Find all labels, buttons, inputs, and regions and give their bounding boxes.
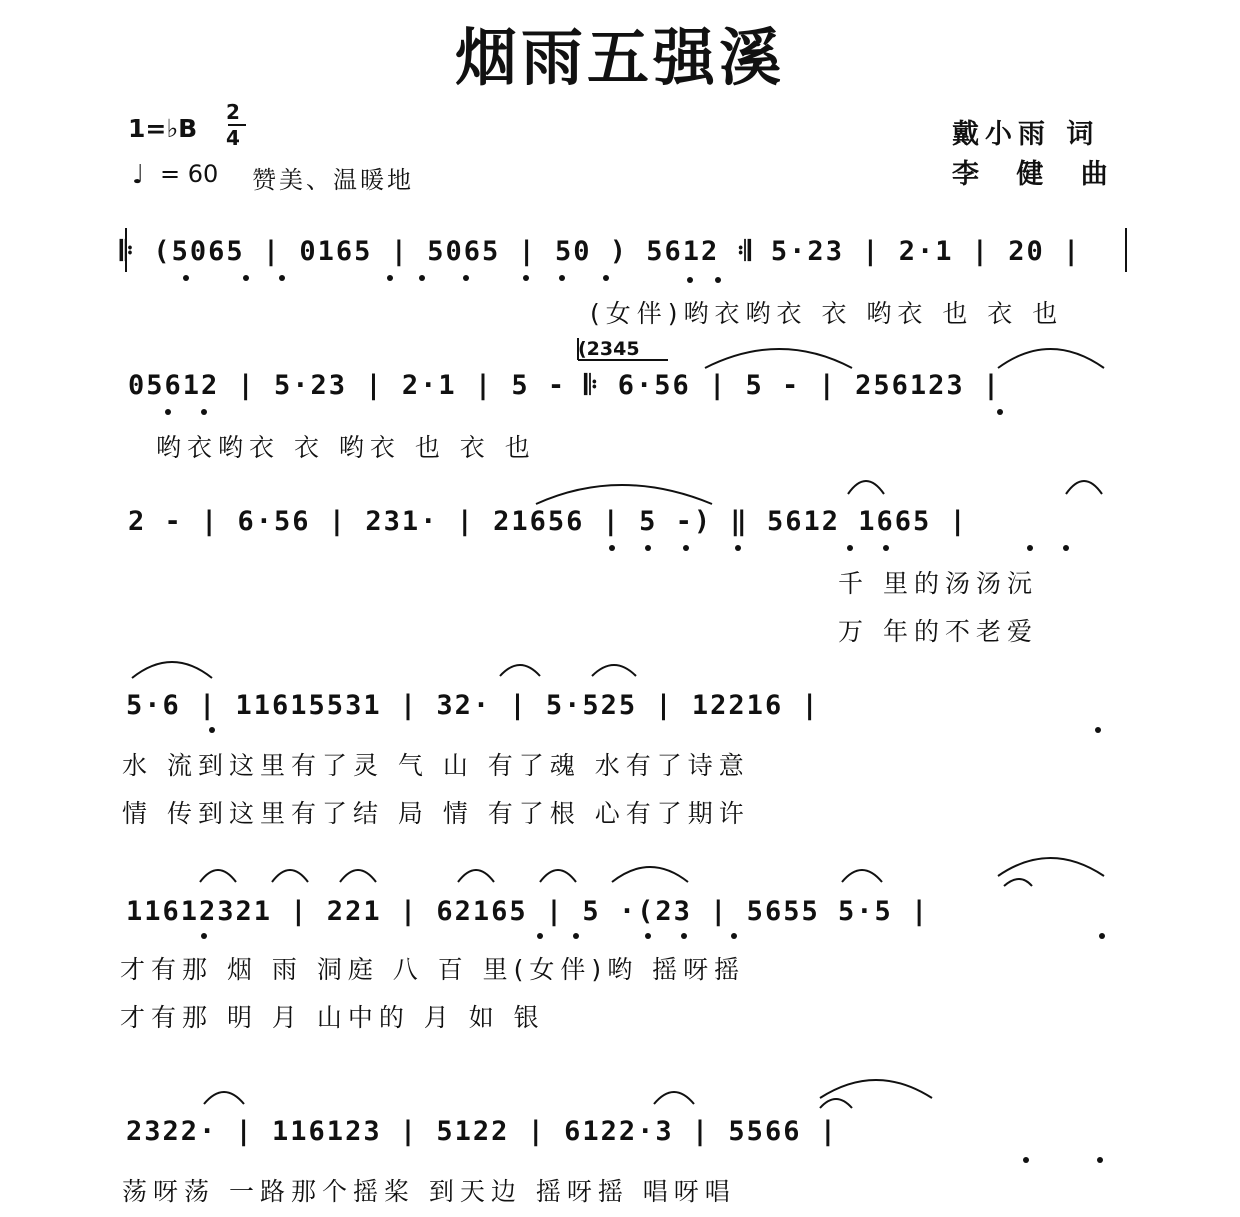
quarter-note-icon: ♩	[132, 160, 145, 190]
score-line-2: 05612 | 5·23 | 2·1 | 5 - 𝄆 6·56 | 5 - | 256123 |	[128, 370, 1002, 401]
score-line-4: 5·6 | 11615531 | 32· | 5·525 | 12216 |	[126, 690, 820, 721]
score-line-5: 11612321 | 221 | 62165 | 5 ·(23 | 5655 5·5 |	[126, 896, 930, 927]
expression-marking: 赞美、温暖地	[252, 166, 414, 194]
time-signature-top: 2	[226, 100, 240, 124]
time-signature-bottom: 4	[226, 126, 240, 150]
lyric-line-4b: 情 传到这里有了结 局 情 有了根 心有了期许	[122, 799, 750, 828]
lyric-line-4a: 水 流到这里有了灵 气 山 有了魂 水有了诗意	[122, 751, 750, 780]
lyric-line-6: 荡呀荡 一路那个摇桨 到天边 摇呀摇 唱呀唱	[122, 1177, 736, 1206]
tempo-marking: = 60	[160, 160, 219, 188]
key-signature: 1=♭B	[128, 114, 198, 143]
lyric-line-2: 哟衣哟衣 衣 哟衣 也 衣 也	[156, 433, 536, 462]
lyric-line-3b: 万 年的不老爱	[838, 617, 1038, 646]
volta-bracket-label: (2345	[578, 338, 640, 360]
lyric-line-5a: 才有那 烟 雨 洞庭 八 百 里(女伴)哟 摇呀摇	[120, 955, 746, 984]
score-line-6: 2322· | 116123 | 5122 | 6122·3 | 5566 |	[126, 1116, 838, 1147]
lyric-line-5b: 才有那 明 月 山中的 月 如 银	[120, 1003, 545, 1032]
score-line-3: 2 - | 6·56 | 231· | 21656 | 5 -) ‖ 5612 1665 |	[128, 506, 968, 537]
score-line-1: 𝄆 (5065 | 0165 | 5065 | 50 ) 5612 𝄇 5·23 | 2·1 | 20 |	[120, 236, 1082, 267]
lyric-line-1: (女伴)哟衣哟衣 衣 哟衣 也 衣 也	[590, 299, 1064, 328]
song-title: 烟雨五强溪	[454, 21, 785, 94]
lyric-line-3a: 千 里的汤汤沅	[838, 569, 1038, 598]
lyricist-credit: 戴小雨 词	[952, 119, 1100, 150]
composer-credit: 李 健 曲	[952, 159, 1122, 190]
